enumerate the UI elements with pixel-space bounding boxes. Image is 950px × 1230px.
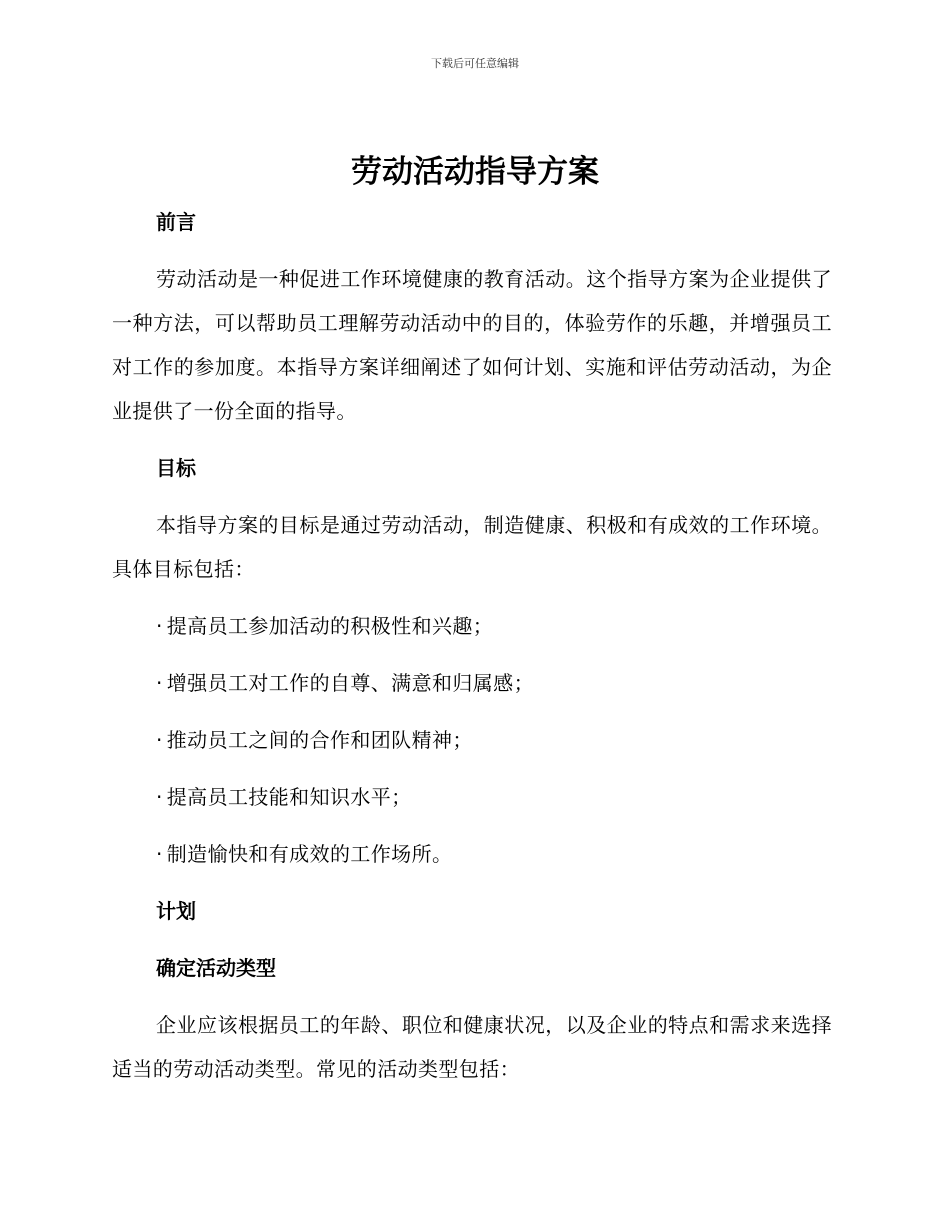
bullet-icon: · [156, 842, 163, 866]
list-item-text: 提高员工参加活动的积极性和兴趣； [166, 614, 494, 638]
list-item [112, 832, 832, 876]
paragraph-activity-type: 企业应该根据员工的年龄、职位和健康状况，以及企业的特点和需求来选择适当的劳动活动类型。常见的活动类型包括： [112, 1013, 832, 1081]
section-heading-plan: 计划 [156, 899, 196, 923]
paragraph-goal: 本指导方案的目标是通过劳动活动，制造健康、积极和有成效的工作环境。具体目标包括： [112, 513, 832, 581]
list-item-text: 推动员工之间的合作和团队精神； [166, 728, 473, 752]
list-item-text: 制造愉快和有成效的工作场所。 [166, 842, 453, 866]
section-heading-goal: 目标 [156, 456, 196, 480]
list-item-text: 增强员工对工作的自尊、满意和归属感； [166, 671, 534, 695]
bullet-icon: · [156, 785, 163, 809]
section-heading-preface: 前言 [156, 210, 196, 234]
list-item [112, 775, 832, 819]
subsection-heading-activity-type: 确定活动类型 [156, 956, 276, 980]
page-header-note: 下载后可任意编辑 [431, 57, 519, 70]
list-item-text: 提高员工技能和知识水平； [166, 785, 412, 809]
bullet-icon: · [156, 614, 163, 638]
bullet-icon: · [156, 671, 163, 695]
document-body [112, 200, 832, 1104]
list-item [112, 604, 832, 648]
document-title: 劳动活动指导方案 [351, 154, 599, 190]
list-item [112, 661, 832, 705]
list-item [112, 718, 832, 762]
bullet-icon: · [156, 728, 163, 752]
paragraph-preface: 劳动活动是一种促进工作环境健康的教育活动。这个指导方案为企业提供了一种方法，可以帮助员工理解劳动活动中的目的，体验劳作的乐趣，并增强员工对工作的参加度。本指导方案详细阐述了如何计划、实施和评估劳动活动，为企业提供了一份全面的指导。 [112, 267, 832, 423]
